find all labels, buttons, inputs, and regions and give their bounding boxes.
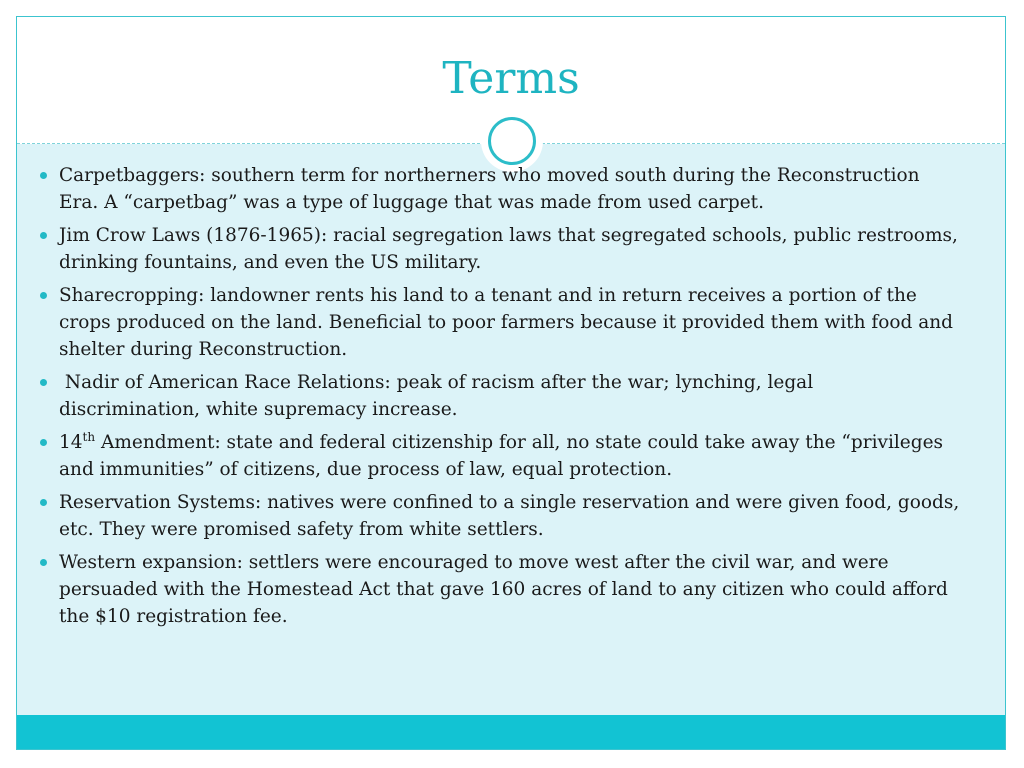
bullet-dot-icon xyxy=(40,172,47,179)
bullet-dot-icon xyxy=(40,232,47,239)
bullet-text: Jim Crow Laws (1876-1965): racial segregation laws that segregated schools, public restrooms, drinking fountains, and even the US military. xyxy=(59,225,958,273)
bullet-text: Western expansion: settlers were encouraged to move west after the civil war, and were persuaded with the Homestead Act that gave 160 acres of land to any citizen who could afford the $10 registration fee. xyxy=(59,552,948,627)
bullet-dot-icon xyxy=(40,499,47,506)
bullet-dot-icon xyxy=(40,292,47,299)
slide-title: Terms xyxy=(442,53,580,104)
bullet-superscript: th xyxy=(82,429,96,444)
bullet-text: Sharecropping: landowner rents his land to a tenant and in return receives a portion of the crops produced on the land. Beneficial to poor farmers because it provided them with food and shelter during Reconstruction. xyxy=(59,285,954,360)
circle-ring xyxy=(488,117,536,165)
bullet-prefix: 14 xyxy=(59,432,83,453)
bullet-text: Reservation Systems: natives were confined to a single reservation and were given food, goods, etc. They were promised safety from white settlers. xyxy=(59,492,960,540)
bullet-dot-icon xyxy=(40,559,47,566)
bullet-dot-icon xyxy=(40,439,47,446)
bullet-item xyxy=(40,162,960,216)
footer-band xyxy=(17,715,1005,749)
bullet-item xyxy=(40,489,960,543)
bullet-item xyxy=(40,222,960,276)
bullet-text: Amendment: state and federal citizenship for all, no state could take away the “privileges and immunities” of citizens, due process of law, equal protection. xyxy=(59,432,944,480)
bullet-item xyxy=(40,549,960,630)
bullet-item xyxy=(40,369,960,423)
bullet-dot-icon xyxy=(40,379,47,386)
bullet-item xyxy=(40,282,960,363)
bullet-list xyxy=(40,162,960,636)
bullet-item xyxy=(40,429,960,483)
bullet-text: Nadir of American Race Relations: peak of racism after the war; lynching, legal discrimination, white supremacy increase. xyxy=(59,372,814,420)
bullet-text: Carpetbaggers: southern term for northerners who moved south during the Reconstruction Era. A “carpetbag” was a type of luggage that was made from used carpet. xyxy=(59,165,920,213)
